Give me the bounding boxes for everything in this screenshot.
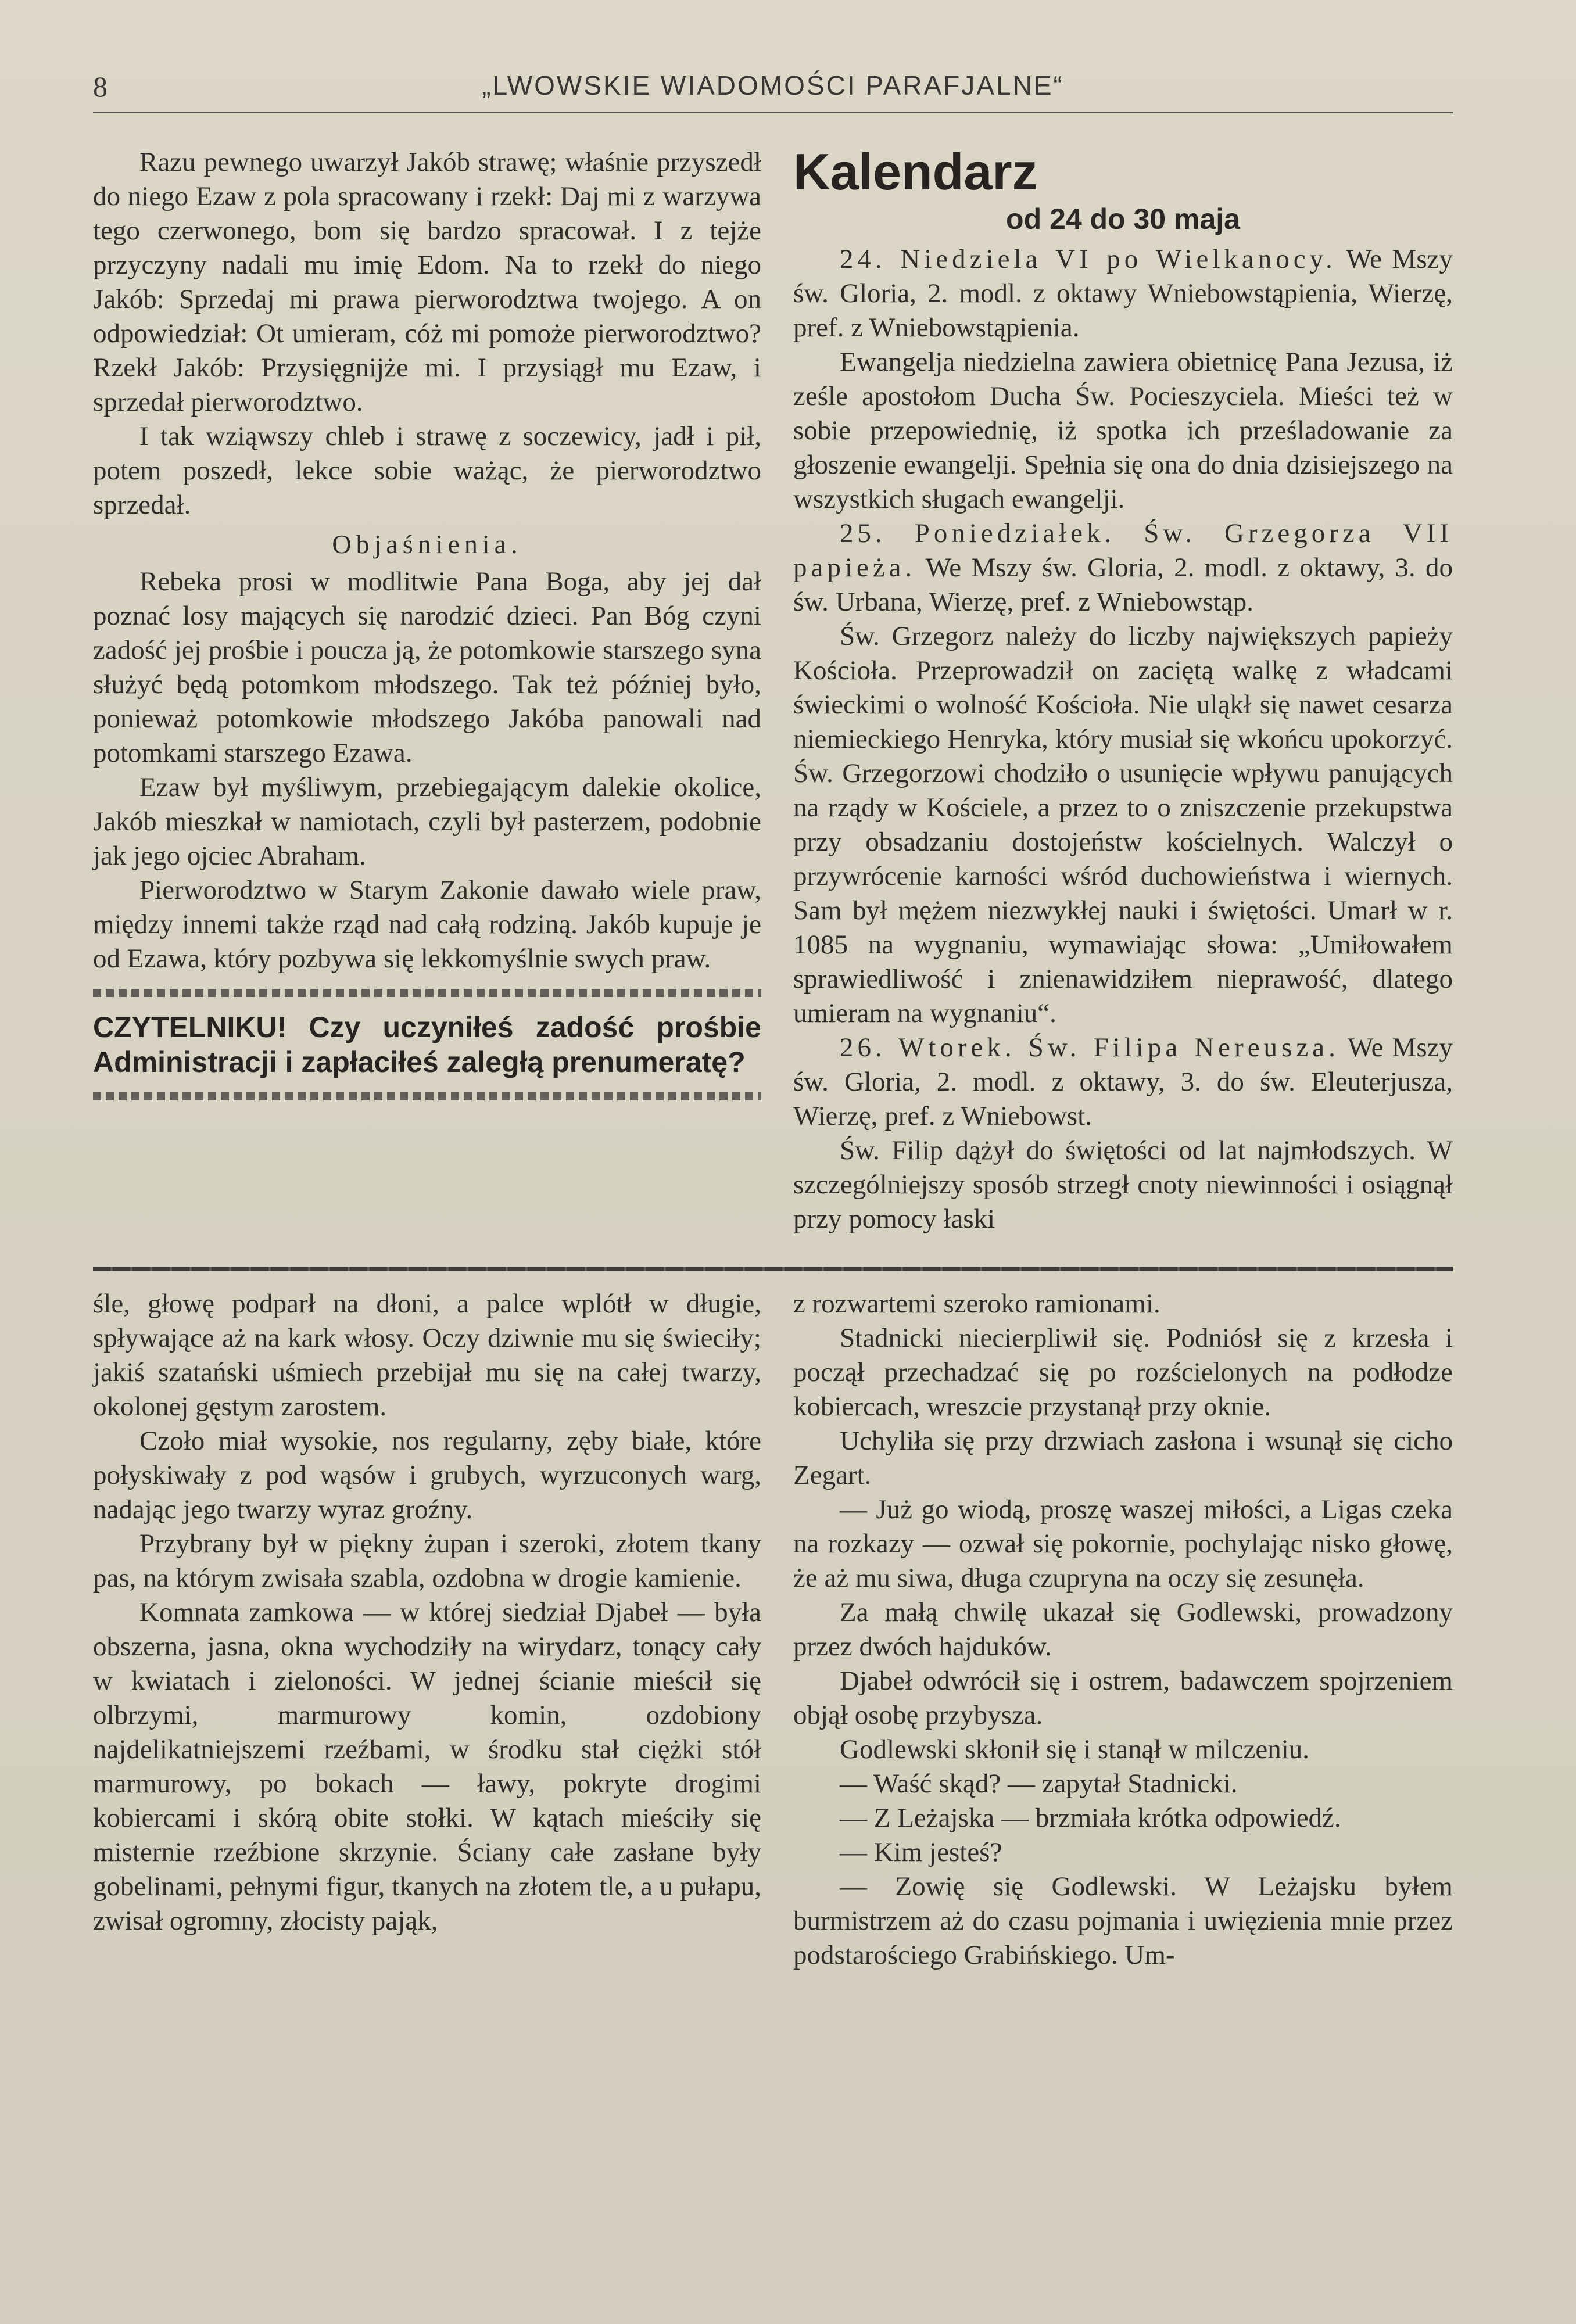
explanation-paragraph: Ezaw był myśliwym, przebiegającym dalekie okolice, Jakób mieszkał w namiotach, czyli był pasterzem, podobnie jak jego ojciec Abraham. [93,772,761,871]
novel-paragraph: — Zowię się Godlewski. W Leżajsku byłem burmistrzem aż do czasu pojmania i uwięzienia mnie przez podstarościego Grabińskiego. Um- [793,1871,1453,1970]
novel-paragraph: Djabeł odwrócił się i ostrem, badawczem spojrzeniem objął osobę przybysza. [793,1666,1453,1730]
novel-paragraph: Stadnicki niecierpliwił się. Podniósł się z krzesła i począł przechadzać się po rozścielonych na podłodze kobiercach, wreszcie przystanął przy oknie. [793,1323,1453,1422]
calendar-day: 25. Poniedziałek. Św. Grzegorza VII papieża. [793,518,1453,583]
explanation-paragraph: Rebeka prosi w modlitwie Pana Boga, aby jej dał poznać losy mających się narodzić dzieci. Pan Bóg czyni zadość jej prośbie i poucza ją, że potomkowie starszego syna służyć będą potomkom młodszego. Tak też później było, ponieważ potomkowie młodszego Jakóba panowali nad potomkami starszego Ezawa. [93,566,761,768]
story-paragraph: I tak wziąwszy chleb i strawę z soczewicy, jadł i pił, potem poszedł, lekce sobie ważąc, że pierworodztwo sprzedał. [93,421,761,520]
calendar-dates: od 24 do 30 maja [1006,203,1240,235]
calendar-text: We Mszy św. Gloria, 2. modl. z oktawy, 3. do św. Eleuterjusza, Wierzę, pref. z Wniebowst. [793,1032,1453,1131]
novel-paragraph: Przybrany był w piękny żupan i szeroki, złotem tkany pas, na którym zwisała szabla, ozdobna w drogie kamienie. [93,1529,761,1593]
story-paragraph: Razu pewnego uwarzył Jakób strawę; właśnie przyszedł do niego Ezaw z pola spracowany i rzekł: Daj mi z warzywa tego czerwonego, bom się bardzo spracował. I z tejże przyczyny nadali mu imię Edom. Na to rzekł do niego Jakób: Sprzedaj mi prawa pierworodztwa twojego. A on odpowiedział: Ot umieram, cóż mi pomoże pierworodztwo? Rzekł Jakób: Przysięgnijże mi. I przysiągł mu Ezaw, i sprzedał pierworodztwo. [93,147,761,417]
section-divider [93,1267,1453,1271]
explanations-heading: Objaśnienia. [332,529,522,559]
calendar-text: Ewangelja niedzielna zawiera obietnicę Pana Jezusa, iż ześle apostołom Ducha Św. Pocieszyciela. Mieści też w sobie przepowiednię, iż spotka ich prześladowanie za głoszenie ewangelji. Spełnia się ona do dnia dzisiejszego na wszystkich sługach ewangelji. [793,347,1453,514]
novel-column-right [793,1287,1453,1972]
novel-paragraph: — Kim jesteś? [840,1837,1002,1867]
novel-paragraph: — Waść skąd? — zapytał Stadnicki. [840,1769,1238,1799]
explanation-paragraph: Pierworodztwo w Starym Zakonie dawało wiele praw, między innemi także rząd nad całą rodziną. Jakób kupuje je od Ezawa, który pozbywa się lekkomyślnie swych praw. [93,875,761,974]
calendar-entry [793,1134,1453,1236]
novel-column-left [93,1287,761,1938]
page-header [93,70,1453,122]
novel-paragraph: — Z Leżajska — brzmiała krótka odpowiedź. [840,1803,1341,1833]
page-number: 8 [93,70,108,103]
calendar-entry [793,517,1453,619]
subscription-notice: CZYTELNIKU! Czy uczyniłeś zadość prośbie Administracji i zapłaciłeś zaległą prenumeratę? [93,1011,761,1078]
ornament-divider [93,1092,761,1100]
calendar-entry [793,345,1453,517]
calendar-entry [793,1031,1453,1134]
calendar-entry [793,619,1453,1031]
running-title: „LWOWSKIE WIADOMOŚCI PARAFJALNE“ [482,70,1064,101]
novel-paragraph: Komnata zamkowa — w której siedział Djabeł — była obszerna, jasna, okna wychodziły na wirydarz, tonący cały w kwiatach i zieloności. W jednej ścianie mieścił się olbrzymi, marmurowy komin, ozdobiony najdelikatniejszemi rzeźbami, w środku stał ciężki stół marmurowy, po bokach — ławy, pokryte drogimi kobiercami i skórą obite stołki. W kątach mieściły się misternie rzeźbione skrzynie. Ściany całe zasłane były gobelinami, pełnymi figur, tkanych na złotem tle, a u pułapu, zwisał ogromny, złocisty pająk, [93,1597,761,1936]
calendar-text: Św. Grzegorz należy do liczby największych papieży Kościoła. Przeprowadził on zaciętą walkę z władcami świeckimi o wolność Kościoła. Nie uląkł się nawet cesarza niemieckiego Henryka, który musiał się wkońcu upokorzyć. Św. Grzegorzowi chodziło o usunięcie wpływu panujących na rządy w Kościele, a przez to o zniszczenie przekupstwa przy obsadzaniu dostojeństw kościelnych. Walczył o przywrócenie karności wśród duchowieństwa i wiernych. Sam był mężem niezwykłej nauki i świętości. Umarł w r. 1085 na wygnaniu, wymawiając słowa: „Umiłowałem sprawiedliwość i znienawidziłem nieprawość, dlatego umieram na wygnaniu“. [793,621,1453,1028]
novel-paragraph: — Już go wiodą, proszę waszej miłości, a Ligas czeka na rozkazy — ozwał się pokornie, pochylając nisko głowę, że aż mu siwa, długa czupryna na oczy się zesunęła. [793,1494,1453,1593]
novel-paragraph: Za małą chwilę ukazał się Godlewski, prowadzony przez dwóch hajduków. [793,1597,1453,1662]
calendar-text: We Mszy św. Gloria, 2. modl. z oktawy Wniebowstąpienia, Wierzę, pref. z Wniebowstąpienia. [793,244,1453,343]
header-rule [93,112,1453,113]
ornament-divider [93,989,761,997]
calendar-entry [793,242,1453,345]
calendar-day: 26. Wtorek. Św. Filipa Nereusza. [840,1032,1339,1063]
novel-paragraph: Czoło miał wysokie, nos regularny, zęby białe, które połyskiwały z pod wąsów i grubych, wyrzuconych warg, nadając jego twarzy wyraz groźny. [93,1426,761,1525]
calendar-title: Kalendarz [793,143,1038,200]
calendar-column [793,145,1453,1236]
calendar-text: Św. Filip dążył do świętości od lat najmłodszych. W szczególniejszy sposób strzegł cnoty niewinności i osiągnął przy pomocy łaski [793,1135,1453,1234]
novel-paragraph: z rozwartemi szeroko ramionami. [793,1289,1160,1319]
novel-paragraph: Uchyliła się przy drzwiach zasłona i wsunął się cicho Zegart. [793,1426,1453,1490]
calendar-day: 24. Niedziela VI po Wielkanocy. [840,244,1337,274]
calendar-text: We Mszy św. Gloria, 2. modl. z oktawy, 3. do św. Urbana, Wierzę, pref. z Wniebowstąp. [793,553,1453,617]
novel-paragraph: Godlewski skłonił się i stanął w milczeniu. [840,1734,1310,1764]
bible-story-column [93,145,761,1113]
novel-paragraph: śle, głowę podparł na dłoni, a palce wplótł w długie, spływające aż na kark włosy. Oczy dziwnie mu się świeciły; jakiś szatański uśmiech przebijał mu się na całej twarzy, okolonej gęstym zarostem. [93,1289,761,1422]
